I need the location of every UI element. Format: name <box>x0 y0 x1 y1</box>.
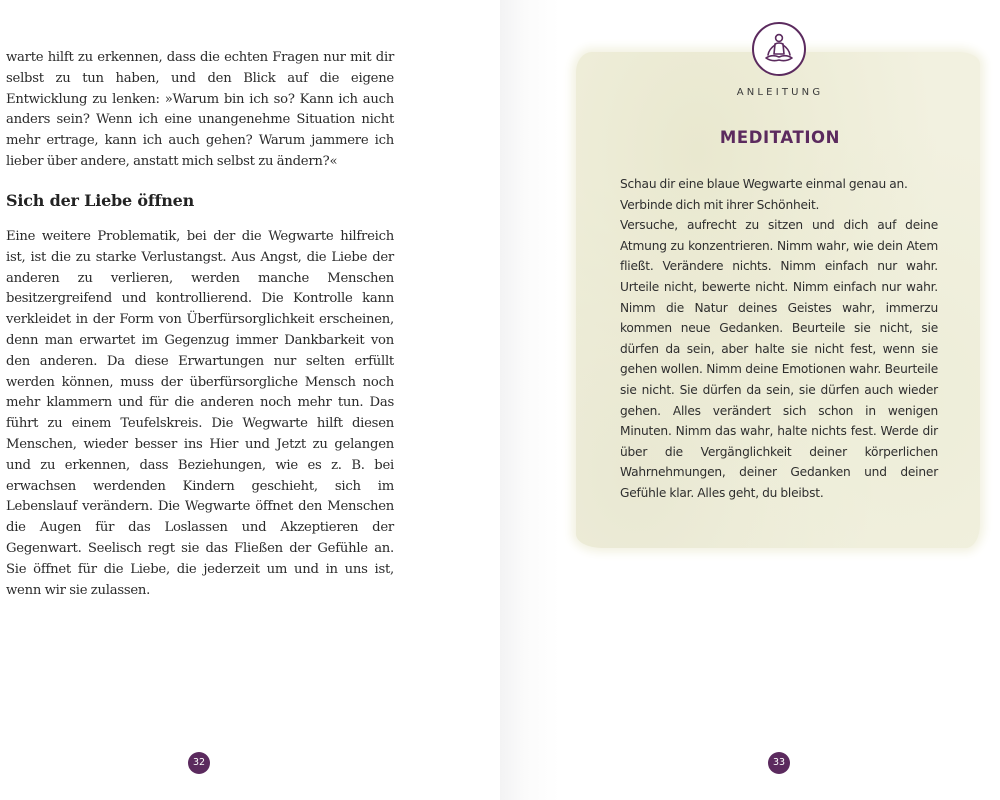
instruction-line-1: Schau dir eine blaue Wegwarte einmal genau an. <box>620 177 908 191</box>
section-label: ANLEITUNG <box>736 87 824 98</box>
meditation-instructions <box>620 174 938 504</box>
left-paragraph-2 <box>6 227 394 601</box>
instruction-line-2: Verbinde dich mit ihrer Schönheit. <box>620 197 820 212</box>
page-number-right: 33 <box>768 752 790 774</box>
left-paragraph-1 <box>6 48 394 173</box>
page-title: MEDITATION <box>719 128 841 147</box>
right-page <box>500 0 1000 800</box>
meditation-figure-icon <box>754 24 804 74</box>
page-number-left: 32 <box>188 752 210 774</box>
meditation-badge <box>752 22 806 76</box>
left-paragraph-1-text: warte hilft zu erkennen, dass die echten Fragen nur mit dir selbst zu tun haben, und den Blick auf die eigene Entwicklung zu lenken: »Warum bin ich so? Kann ich auch anders sein? Wenn ich eine unangenehme Situation nicht mehr ertrage, kann ich auch gehen? Warum jammere ich lieber über andere, anstatt mich selbst zu ändern?« <box>6 50 394 169</box>
section-heading: Sich der Liebe öffnen <box>6 191 195 210</box>
instruction-paragraph: Versuche, aufrecht zu sitzen und dich auf deine Atmung zu konzentrieren. Nimm wahr, wie dein Atem fließt. Verändere nichts. Nimm einfach nur wahr. Urteile nicht, bewerte nicht. Nimm einfach nur wahr. Nimm die Natur deines Geistes wahr, immerzu kommen neue Gedanken. Beurteile sie nicht, sie dürfen da sein, aber halte sie nicht fest, wenn sie gehen wollen. Nimm deine Emotionen wahr. Beurteile sie nicht. Sie dürfen da sein, sie dürfen auch wieder gehen. Alles verändert sich schon in wenigen Minuten. Nimm das wahr, halte nichts fest. Werde dir über die Vergänglichkeit deiner körperlichen Wahrnehmungen, deiner Gedanken und deiner Gefühle klar. Alles geht, du bleibst. <box>620 218 938 500</box>
left-paragraph-2-text: Eine weitere Problematik, bei der die Wegwarte hilfreich ist, ist die zu starke Verlustangst. Aus Angst, die Liebe der anderen zu verlieren, werden manche Menschen besitzergreifend und kontrollierend. Die Kontrolle kann verkleidet in der Form von Überfürsorglichkeit erscheinen, denn man erwartet im Gegenzug immer Dankbarkeit von den anderen. Da diese Erwartungen nur selten erfüllt werden können, muss der überfürsorgliche Mensch noch mehr klammern und für die anderen noch mehr tun. Das führt zu einem Teufelskreis. Die Wegwarte hilft diesen Menschen, wieder besser ins Hier und Jetzt zu gelangen und zu erkennen, dass Beziehungen, wie es z. B. bei erwachsen werdenden Kindern geschieht, sich im Lebenslauf verändern. Die Wegwarte öffnet den Menschen die Augen für das Loslassen und Akzeptieren der Gegenwart. Seelisch regt sie das Fließen der Gefühle an. Sie öffnet für die Liebe, die jederzeit um und in uns ist, wenn wir sie zulassen. <box>6 229 394 598</box>
